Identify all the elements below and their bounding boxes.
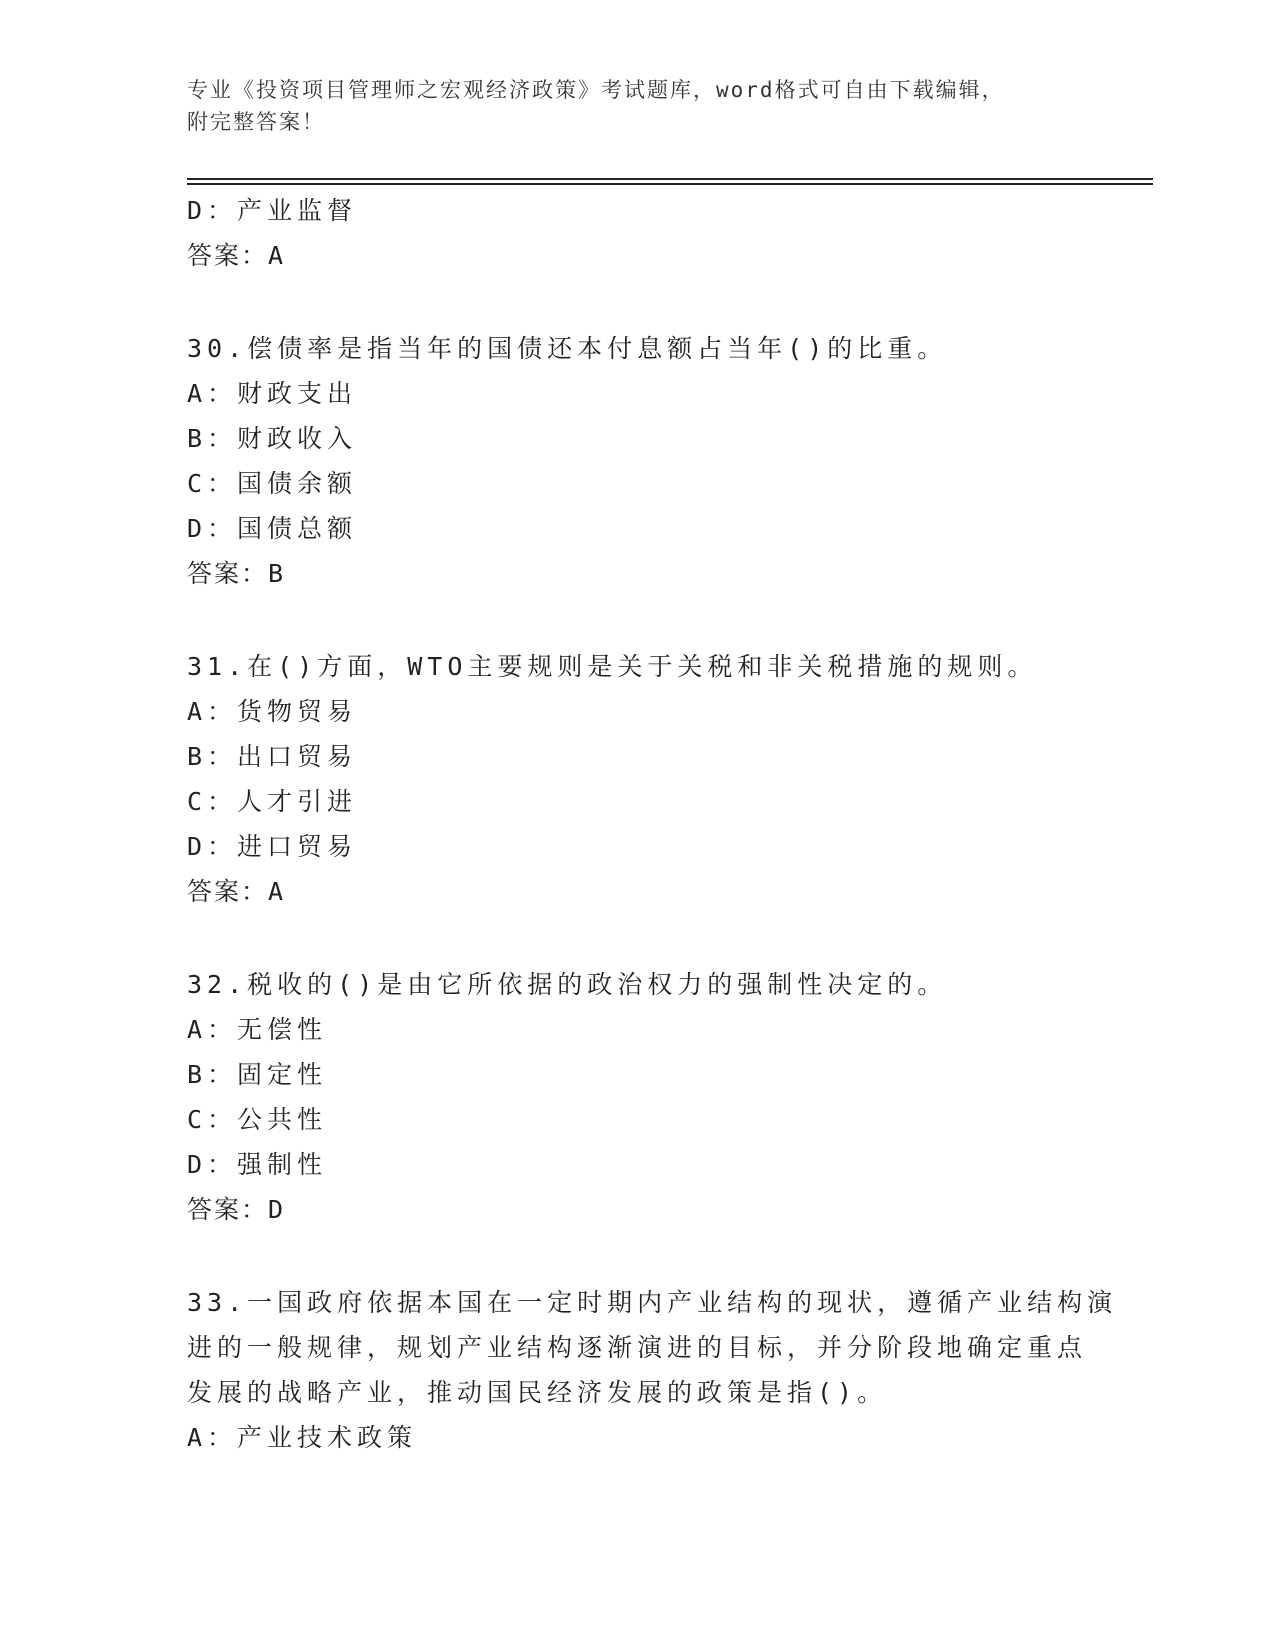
- question-content: [187, 188, 1153, 1460]
- option-d: D：进口贸易: [187, 832, 358, 861]
- question-text-line-1: 33.一国政府依据本国在一定时期内产业结构的现状，遵循产业结构演: [187, 1288, 1118, 1317]
- option-a: A：无偿性: [187, 1015, 328, 1044]
- answer-line: 答案：D: [187, 1195, 286, 1224]
- question-text: 31.在()方面，WTO主要规则是关于关税和非关税措施的规则。: [187, 652, 1038, 681]
- option-a: A：产业技术政策: [187, 1423, 418, 1452]
- option-b: B：出口贸易: [187, 742, 358, 771]
- option-a: A：货物贸易: [187, 697, 358, 726]
- option-b: B：固定性: [187, 1060, 328, 1089]
- question-text: 30.偿债率是指当年的国债还本付息额占当年()的比重。: [187, 334, 948, 363]
- header-divider-top: [187, 178, 1153, 180]
- question-text: 32.税收的()是由它所依据的政治权力的强制性决定的。: [187, 970, 948, 999]
- document-header: [187, 74, 1067, 138]
- header-line-2: 附完整答案！: [187, 110, 325, 134]
- question-text-line-3: 发展的战略产业，推动国民经济发展的政策是指()。: [187, 1378, 888, 1407]
- option-c: C：公共性: [187, 1105, 328, 1134]
- option-c: C：国债余额: [187, 469, 358, 498]
- option-d: D：国债总额: [187, 514, 358, 543]
- option-b: B：财政收入: [187, 424, 358, 453]
- spacer: [187, 278, 1153, 326]
- option-a: A：财政支出: [187, 379, 358, 408]
- spacer: [187, 1232, 1153, 1280]
- answer-line: 答案：B: [187, 559, 286, 588]
- question-text-line-2: 进的一般规律，规划产业结构逐渐演进的目标，并分阶段地确定重点: [187, 1333, 1088, 1362]
- option-c: C：人才引进: [187, 787, 358, 816]
- spacer: [187, 914, 1153, 962]
- option-d: D：强制性: [187, 1150, 328, 1179]
- spacer: [187, 596, 1153, 644]
- option-d: D：产业监督: [187, 196, 358, 225]
- header-divider-bottom: [187, 183, 1153, 185]
- header-line-1: 专业《投资项目管理师之宏观经济政策》考试题库，word格式可自由下载编辑，: [187, 78, 1005, 102]
- answer-line: 答案：A: [187, 241, 286, 270]
- answer-line: 答案：A: [187, 877, 286, 906]
